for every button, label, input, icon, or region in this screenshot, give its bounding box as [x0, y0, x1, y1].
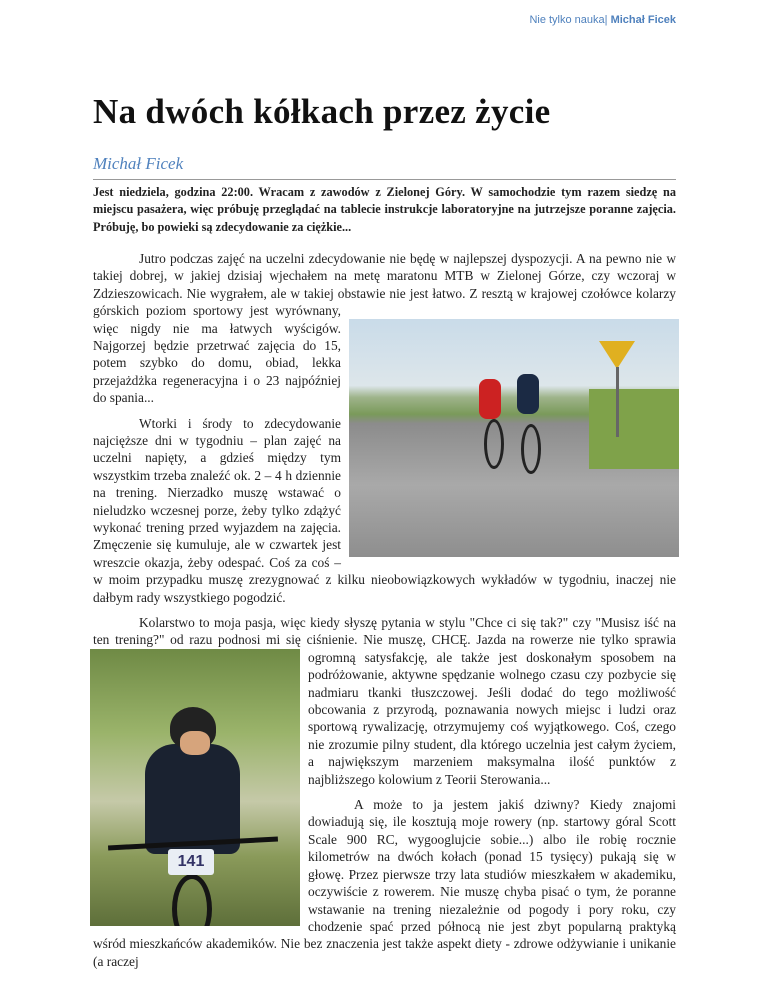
header-author: Michał Ficek: [610, 14, 676, 26]
race-number: 141: [168, 849, 214, 875]
paragraph: Wtorki i środy to zdecydowanie najcięższe dni w tygodniu – plan zajęć na uczelni napięty, a gdzieś między tym wszystkim trzeba znaleźć ok. 2 – 4 h dziennie na trening. Nierzadko muszę wstawać o nieludzko wczesnej porze, żeby tylko zdążyć wykonać trening przed wyjazdem na zajęcia. Zmęczenie się kumuluje, ale w czwartek jest wreszcie okazja, żeby odespać. Coś za coś – w moim przypadku muszę zrezygnować z kilku nieobowiązkowych wykładów w tygodniu, inaczej nie dałbym rady wszystkiego pogodzić.: [93, 415, 676, 605]
article: [93, 92, 676, 978]
paragraph: Kolarstwo to moja pasja, więc kiedy słyszę pytania w stylu "Chce ci się tak?" czy "Musisz iść na ten trening?" od razu podnosi mi się ciśnienie. Nie muszę, CHCĘ. Jazda na rowerze nie tylko sprawia ogromną satysfakcję, ale także jest doskonałym sposobem na podróżowanie, aktywne spędzanie wolnego czasu czy pozbycie się nadmiaru tkanki tłuszczowej. Jeśli dodać do tego możliwość obcowania z przyrodą, poznawania nowych miejsc i ludzi oraz sportową rywalizację, otrzymujemy coś wyjątkowego. Coś, czego nie zrozumie pilny student, dla którego uczelnia jest całym życiem, a największym marzeniem maksymalna ilość punktów z najbliższego kolowium z Teorii Sterowania...: [93, 615, 676, 787]
page-header: [529, 14, 676, 26]
paragraph: A może to ja jestem jakiś dziwny? Kiedy znajomi dowiadują się, ile kosztują moje rowery (np. startowy góral Scott Scale 900 RC, wygooglujcie sobie...) albo ile robię rocznie kilometrów na dwóch kołach (ponad 15 tysięcy) pukają się w głowę. Przez pierwsze trzy lata studiów mieszkałem w akademiku, oczywiście z rowerem. Nie muszę chyba pisać o tym, że poranne wstawanie na trening niezależnie od pogody i pory roku, czy chodzenie spać przed północą nie jest zbyt popularną praktyką wśród mieszkańców akademików. Nie bez znaczenia jest także aspekt diety - zdrowe odżywianie i unikanie (a raczej: [93, 797, 676, 969]
cyclists-photo: [349, 319, 679, 557]
header-series: Nie tylko nauka: [529, 14, 605, 26]
article-title: Na dwóch kółkach przez życie: [93, 92, 551, 131]
header-separator: |: [604, 14, 608, 26]
cyclist-portrait-photo: [90, 649, 300, 926]
paragraph: Jutro podczas zajęć na uczelni zdecydowanie nie będę w najlepszej dyspozycji. A na pewno nie w takiej dobrej, w jakiej dzisiaj wjechałem na metę maratonu MTB w Zielonej Górze, czy wczoraj w Zdzieszowicach. Nie wygrałem, ale w takiej obstawie nie jest łatwo. Z resztą w krajowej czołówce kolarzy górskich poziom sportowy jest wyrównany, więc nigdy nie ma łatwych wyścigów. Najgorzej będzie przetrwać zajęcia do 15, potem szybko do domu, obiad, lekka przejażdżka regeneracyjna i o 23 najpóźniej do spania...: [93, 250, 676, 406]
article-lead: Jest niedziela, godzina 22:00. Wracam z zawodów z Zielonej Góry. W samochodzie tym razem siedzę na miejscu pasażera, więc próbuję przeglądać na tablecie instrukcje laboratoryjne na jutrzejsze poranne zajęcia. Próbuję, bo powieki są zdecydowanie za ciężkie...: [93, 185, 676, 234]
article-author: Michał Ficek: [93, 154, 676, 180]
